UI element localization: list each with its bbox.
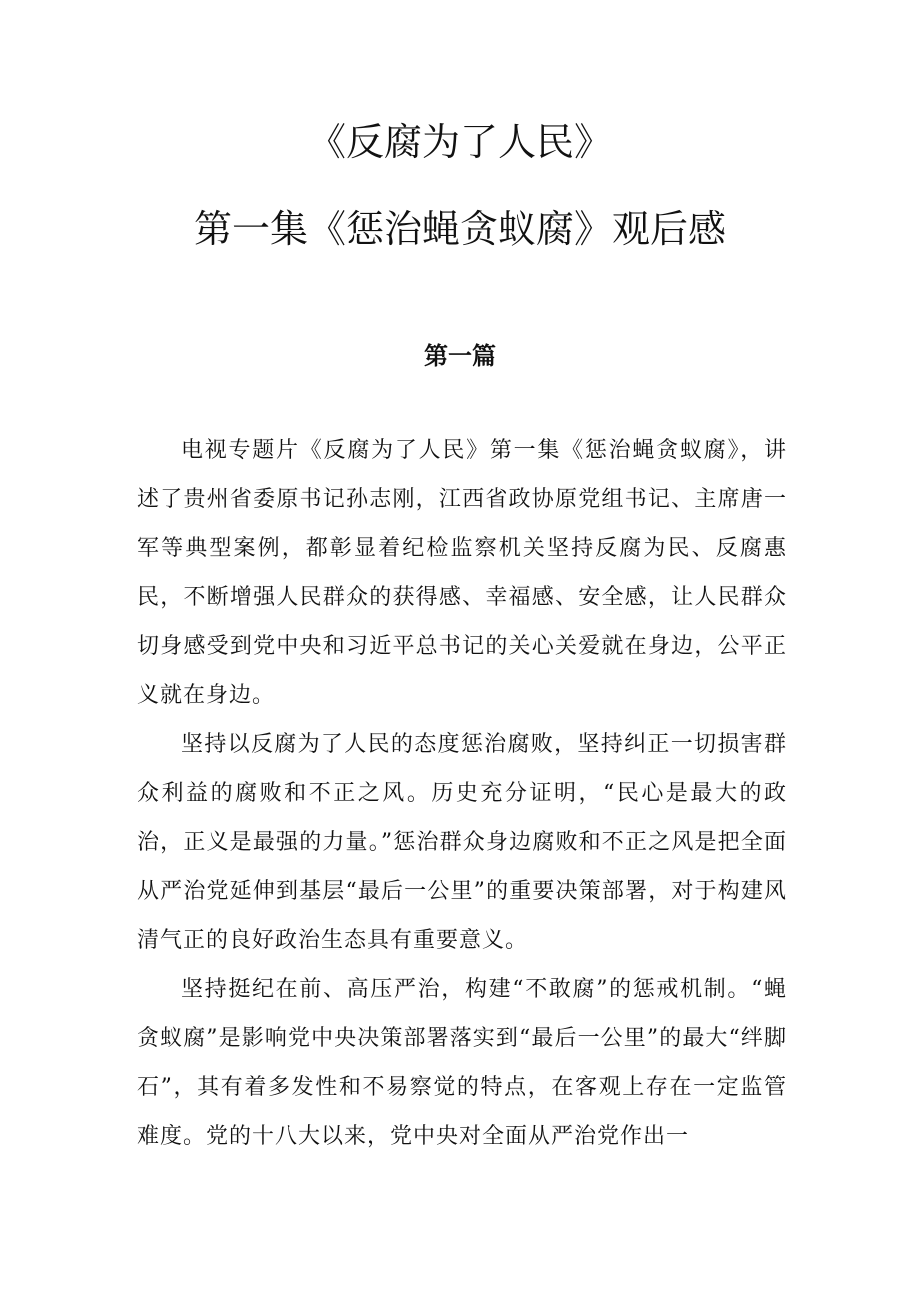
document-title: 《反腐为了人民》	[307, 120, 612, 164]
section-heading: 第一篇	[424, 342, 496, 370]
document-subtitle: 第一集《惩治蝇贪蚁腐》观后感	[193, 207, 726, 251]
paragraph-3: 坚持挺纪在前、高压严治，构建“不敢腐”的惩戒机制。“蝇贪蚁腐”是影响党中央决策部署落实到“最后一公里”的最大“绊脚石”，其有着多发性和不易察觉的特点，在客观上存在一定监管难度。党的十八大以来，党中央对全面从严治党作出一	[137, 977, 787, 1149]
paragraph-2: 坚持以反腐为了人民的态度惩治腐败，坚持纠正一切损害群众利益的腐败和不正之风。历史充分证明，“民心是最大的政治，正义是最强的力量。”惩治群众身边腐败和不正之风是把全面从严治党延伸到基层“最后一公里”的重要决策部署，对于构建风清气正的良好政治生态具有重要意义。	[137, 732, 787, 953]
paragraph-1: 电视专题片《反腐为了人民》第一集《惩治蝇贪蚁腐》，讲述了贵州省委原书记孙志刚，江西省政协原党组书记、主席唐一军等典型案例，都彰显着纪检监察机关坚持反腐为民、反腐惠民，不断增强人民群众的获得感、幸福感、安全感，让人民群众切身感受到党中央和习近平总书记的关心关爱就在身边，公平正义就在身边。	[137, 438, 787, 708]
document-body	[137, 426, 787, 1161]
